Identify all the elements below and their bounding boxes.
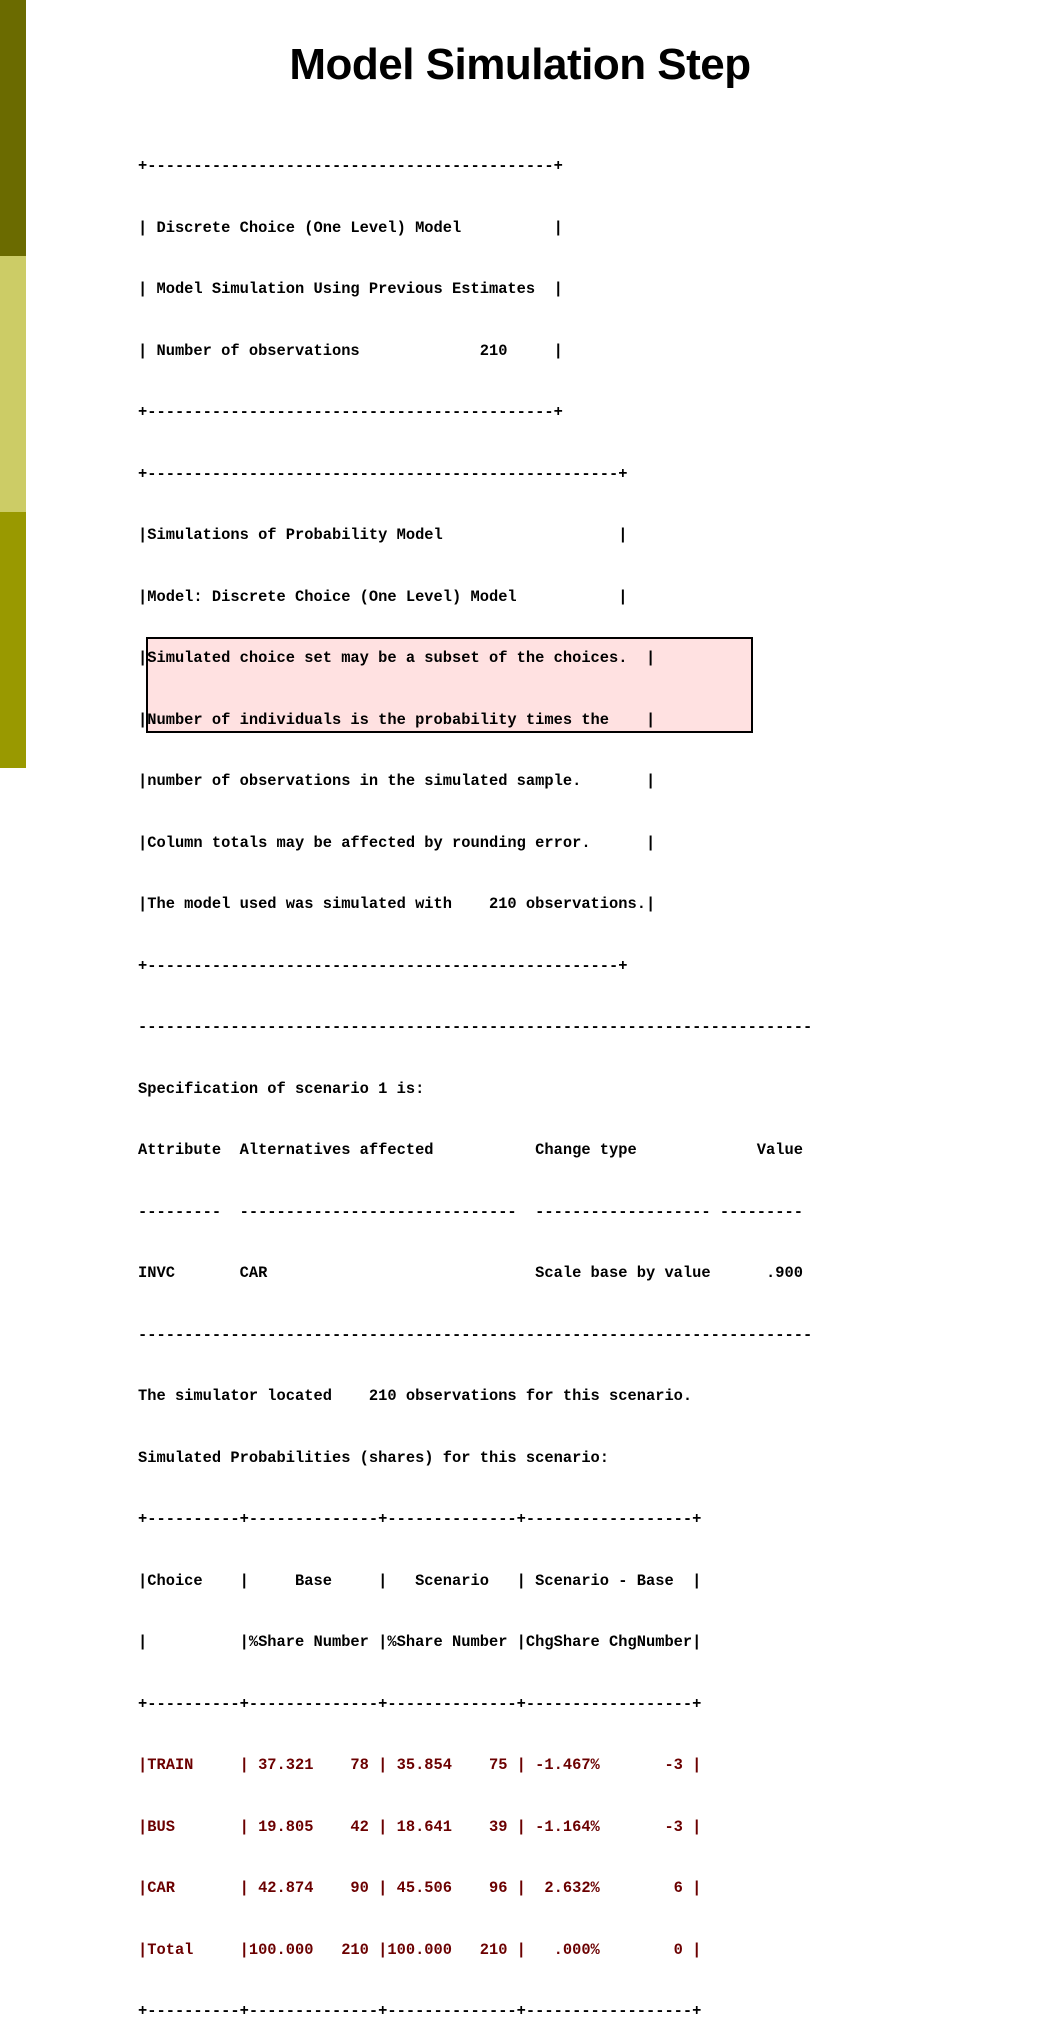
header-box-line: +--------------------------------------------+	[138, 403, 563, 421]
info-box-line: +---------------------------------------------------+	[138, 956, 628, 975]
side-bar-middle	[0, 256, 26, 512]
simulation-output	[138, 115, 812, 2042]
info-box-line: |Column totals may be affected by rounding error. |	[138, 833, 656, 852]
scenario-line: Specification of scenario 1 is:	[138, 1079, 425, 1098]
info-box-line: +---------------------------------------------------+	[138, 464, 628, 483]
table-header-line: +----------+--------------+--------------+------------------+	[138, 1694, 702, 1713]
scenario-line: --------- ------------------------------ ------------------- ---------	[138, 1202, 803, 1221]
info-box-line: |Simulations of Probability Model |	[138, 526, 628, 544]
scenario-line: -------------------------------------------------------------------------	[138, 1018, 813, 1036]
table-row-car: |CAR | 42.874 90 | 45.506 96 | 2.632% 6 |	[138, 1879, 702, 1897]
info-box-line: |Number of individuals is the probability times the |	[138, 710, 656, 729]
table-bottom-line: +----------+--------------+--------------+------------------+	[138, 2002, 702, 2020]
table-header-line: +----------+--------------+--------------+------------------+	[138, 1510, 702, 1528]
side-bar-top	[0, 0, 26, 256]
table-row-train: |TRAIN | 37.321 78 | 35.854 75 | -1.467% -3 |	[138, 1756, 702, 1774]
scenario-line: The simulator located 210 observations for this scenario.	[138, 1387, 693, 1405]
table-row-bus: |BUS | 19.805 42 | 18.641 39 | -1.164% -3 |	[138, 1817, 702, 1836]
info-box-line: |Simulated choice set may be a subset of the choices. |	[138, 649, 656, 667]
info-box-line: |Model: Discrete Choice (One Level) Model |	[138, 587, 628, 606]
table-header-line: | |%Share Number |%Share Number |ChgShare ChgNumber|	[138, 1633, 702, 1651]
scenario-line: Attribute Alternatives affected Change type Value	[138, 1141, 803, 1159]
scenario-line: -------------------------------------------------------------------------	[138, 1325, 813, 1344]
table-header-line: |Choice | Base | Scenario | Scenario - Base |	[138, 1571, 702, 1590]
scenario-line: Simulated Probabilities (shares) for this scenario:	[138, 1448, 610, 1467]
side-bar-bottom	[0, 512, 26, 768]
table-row-total: |Total |100.000 210 |100.000 210 | .000% 0 |	[138, 1940, 702, 1959]
info-box-line: |The model used was simulated with 210 observations.|	[138, 895, 656, 913]
page-title: Model Simulation Step	[289, 40, 751, 89]
header-box-line: | Discrete Choice (One Level) Model |	[138, 218, 563, 237]
header-box-line: | Model Simulation Using Previous Estimates |	[138, 280, 563, 298]
header-box-line: | Number of observations 210 |	[138, 341, 563, 360]
scenario-line: INVC CAR Scale base by value .900	[138, 1264, 803, 1282]
header-box-line: +--------------------------------------------+	[138, 157, 563, 175]
info-box-line: |number of observations in the simulated sample. |	[138, 772, 656, 790]
